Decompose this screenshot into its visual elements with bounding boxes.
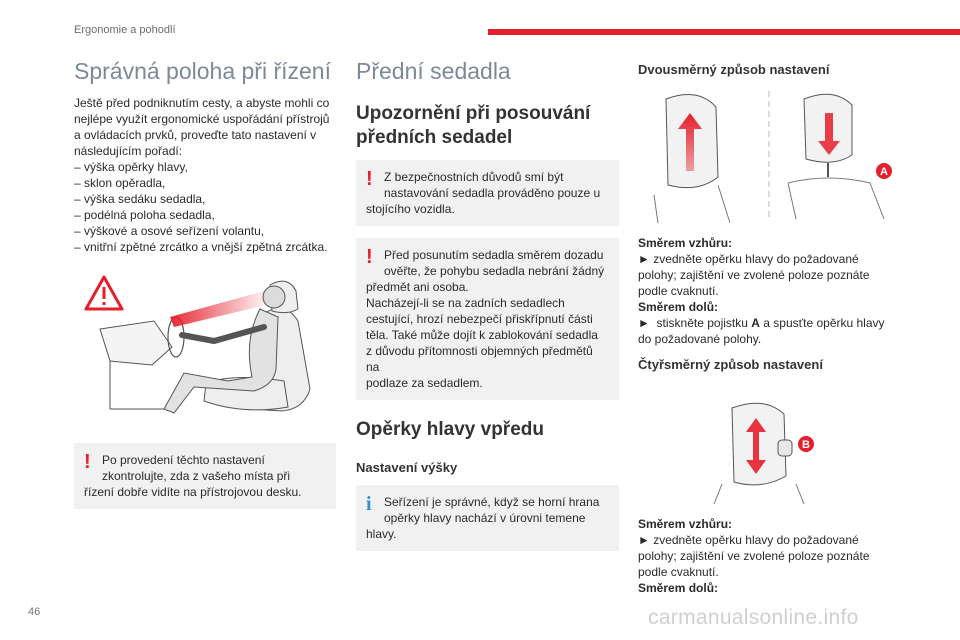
warning-box-stationary-vehicle [356, 160, 619, 226]
seat-warning-heading-line: Upozornění při posouvání [356, 103, 591, 124]
info-line: Seřízení je správné, když se horní hrana [384, 495, 600, 509]
warning-line: nastavování sedadla prováděno pouze u [384, 186, 601, 200]
intro-list-item: – vnitřní zpětné zrcátko a vnější zpětná zrcátka. [74, 240, 328, 254]
intro-list-item: – výška opěrky hlavy, [74, 160, 188, 174]
warning-box-check-visibility [74, 443, 336, 509]
callout-label-b: B [802, 439, 810, 451]
intro-list-item: – sklon opěradla, [74, 176, 166, 190]
instruction-heading [638, 235, 900, 251]
column-driving-position [74, 56, 336, 509]
up-label: Směrem vzhůru: [638, 236, 733, 250]
warning-line: zkontrolujte, zda z vašeho místa při [102, 469, 291, 483]
seat-warning-heading-line: předních sedadel [356, 127, 513, 148]
latch-a-ref: A [751, 316, 760, 330]
watermark: carmanualsonline.info [648, 606, 859, 629]
instruction-line: do požadované polohy. [638, 332, 762, 346]
intro-list-item: – podélná poloha sedadla, [74, 208, 215, 222]
warning-line: řízení dobře vidíte na přístrojovou desku. [84, 485, 302, 499]
instruction-heading [638, 516, 900, 532]
instruction-text: a spusťte opěrku hlavy [759, 316, 885, 330]
warning-line: z důvodu přítomnosti objemných předmětů na [366, 344, 593, 374]
intro-list-item: – výška sedáku sedadla, [74, 192, 206, 206]
warning-exclamation-icon: ! [366, 246, 373, 268]
two-way-heading: Dvousměrný způsob nastavení [638, 62, 830, 77]
info-box-headrest-height [356, 485, 619, 551]
callout-label-a: A [880, 166, 888, 178]
two-way-instructions [638, 235, 900, 347]
down-label: Směrem dolů: [638, 300, 719, 314]
height-adjustment-heading: Nastavení výšky [356, 460, 458, 475]
instruction-line: polohy; zajištění ve zvolené poloze poznáte [638, 549, 870, 563]
two-way-headrest-illustration [638, 85, 900, 225]
intro-line: nejlépe využít ergonomické uspořádání přístrojů [74, 112, 330, 126]
up-label: Směrem vzhůru: [638, 517, 733, 531]
header-accent-bar [488, 29, 960, 35]
instruction-line: polohy; zajištění ve zvolené poloze poznáte [638, 268, 870, 282]
warning-box-moving-seat-back [356, 238, 619, 400]
info-line: hlavy. [366, 527, 397, 541]
intro-text [74, 95, 336, 255]
warning-line: Po provedení těchto nastavení [102, 453, 265, 467]
warning-line: předmět ani osoba. [366, 280, 469, 294]
info-line: opěrky hlavy nachází v úrovni temene [384, 511, 586, 525]
instruction-heading [638, 580, 900, 596]
four-way-heading: Čtyřsměrný způsob nastavení [638, 357, 823, 372]
warning-line: ověřte, že pohybu sedadla nebrání žádný [384, 264, 605, 278]
section-title: Ergonomie a pohodlí [74, 24, 176, 36]
headrests-heading: Opěrky hlavy vpředu [356, 419, 544, 440]
warning-line: stojícího vozidla. [366, 202, 455, 216]
driving-position-svg [74, 269, 336, 429]
down-label: Směrem dolů: [638, 581, 719, 595]
instruction-text: ► stiskněte pojistku [638, 316, 752, 330]
instruction-heading [638, 299, 900, 315]
warning-line: podlaze za sedadlem. [366, 376, 483, 390]
four-way-headrest-illustration [638, 380, 900, 510]
page-number: 46 [28, 606, 41, 618]
intro-line: následujícím pořadí: [74, 144, 183, 158]
warning-line: těla. Také může dojít k zablokování sedadla [366, 328, 598, 342]
warning-line: Z bezpečnostních důvodů smí být [384, 170, 564, 184]
four-way-headrest-svg [638, 380, 900, 510]
warning-line: Nacházejí-li se na zadních sedadlech [366, 296, 565, 310]
instruction-line: ► zvedněte opěrku hlavy do požadované [638, 252, 859, 266]
instruction-line: ► zvedněte opěrku hlavy do požadované [638, 533, 859, 547]
warning-exclamation-icon: ! [366, 168, 373, 190]
warning-line: Před posunutím sedadla směrem dozadu [384, 248, 604, 262]
instruction-line [638, 315, 900, 331]
instruction-line: podle cvaknutí. [638, 284, 719, 298]
instruction-line: podle cvaknutí. [638, 565, 719, 579]
warning-line: cestující, hrozí nebezpečí přiskřípnutí části [366, 312, 593, 326]
driving-position-heading: Správná poloha při řízení [74, 58, 331, 84]
four-way-instructions [638, 516, 900, 596]
column-front-seats [356, 56, 619, 551]
driver-seated-illustration [74, 269, 336, 429]
warning-exclamation-icon: ! [84, 451, 91, 473]
intro-list-item: – výškové a osové seřízení volantu, [74, 224, 265, 238]
front-seats-heading: Přední sedadla [356, 58, 511, 84]
two-way-headrest-svg [638, 85, 900, 225]
info-icon: i [366, 493, 372, 515]
seat-warning-heading [356, 102, 619, 150]
intro-line: a ovládacích prvků, proveďte tato nastavení v [74, 128, 317, 142]
intro-line: Ještě před podniknutím cesty, a abyste mohli co [74, 96, 330, 110]
column-headrest-adjustment [638, 56, 900, 596]
